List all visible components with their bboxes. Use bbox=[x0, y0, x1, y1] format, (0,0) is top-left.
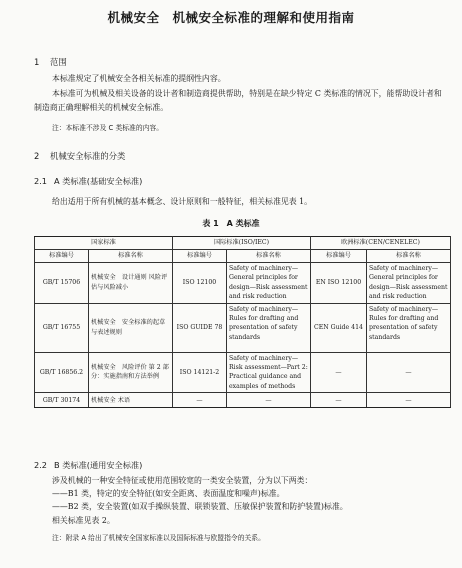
section-number: 2 bbox=[34, 151, 40, 161]
class-b-note: 注：附录 A 给出了机械安全国家标准以及国际标准与欧盟指令的关系。 bbox=[52, 534, 265, 542]
table-row bbox=[35, 263, 451, 304]
en-name-cell: — bbox=[367, 352, 451, 393]
iso-name-cell: Safety of machinery—Risk assessment—Part 2: Practical guidance and examples of methods bbox=[227, 352, 311, 393]
section-title: 范围 bbox=[50, 57, 67, 67]
section-2-heading bbox=[34, 150, 125, 162]
iso-name-cell: Safety of machinery—Rules for drafting and presentation of safety standards bbox=[227, 303, 311, 352]
scope-paragraph-2: 本标准可为机械及相关设备的设计者和制造商提供帮助，特别是在缺少特定 C 类标准的情况下，能帮助设计者和制造商正确理解相关的机械安全标准。 bbox=[34, 89, 442, 112]
table-row bbox=[35, 352, 451, 393]
col-header-gb-number: 标准编号 bbox=[35, 250, 89, 263]
class-b1-item: ——B1 类，特定的安全特征(如安全距离、表面温度和噪声)标准。 bbox=[52, 489, 285, 498]
en-name-cell: Safety of machinery—Rules for drafting and presentation of safety standards bbox=[367, 303, 451, 352]
class-b2-item: ——B2 类，安全装置(如双手操纵装置、联锁装置、压敏保护装置和防护装置)标准。 bbox=[52, 502, 348, 511]
iso-number-cell: — bbox=[173, 393, 227, 408]
col-header-en-number: 标准编号 bbox=[311, 250, 367, 263]
group-header-national: 国家标准 bbox=[35, 237, 173, 250]
iso-name-cell: Safety of machinery—General principles for design—Risk assessment and risk reduction bbox=[227, 263, 311, 304]
en-name-cell: — bbox=[367, 393, 451, 408]
iso-number-cell: ISO 14121-2 bbox=[173, 352, 227, 393]
col-header-iso-number: 标准编号 bbox=[173, 250, 227, 263]
gb-number-cell: GB/T 15706 bbox=[35, 263, 89, 304]
iso-number-cell: ISO GUIDE 78 bbox=[173, 303, 227, 352]
table-row bbox=[35, 303, 451, 352]
section-title: A 类标准(基础安全标准) bbox=[54, 176, 143, 186]
gb-name-cell: 机械安全 设计通则 风险评估与风险减小 bbox=[89, 263, 173, 304]
section-number: 2.1 bbox=[34, 176, 48, 186]
iso-number-cell: ISO 12100 bbox=[173, 263, 227, 304]
table-row bbox=[35, 393, 451, 408]
col-header-en-name: 标准名称 bbox=[367, 250, 451, 263]
en-number-cell: CEN Guide 414 bbox=[311, 303, 367, 352]
en-number-cell: EN ISO 12100 bbox=[311, 263, 367, 304]
gb-number-cell: GB/T 30174 bbox=[35, 393, 89, 408]
gb-number-cell: GB/T 16856.2 bbox=[35, 352, 89, 393]
en-name-cell: Safety of machinery—General principles for design—Risk assessment and risk reduction bbox=[367, 263, 451, 304]
section-title: 机械安全标准的分类 bbox=[50, 151, 126, 161]
gb-name-cell: 机械安全 风险评价 第 2 部分：实施指南和方法举例 bbox=[89, 352, 173, 393]
class-a-paragraph: 给出适用于所有机械的基本概念、设计原则和一般特征，相关标准见表 1。 bbox=[52, 197, 313, 206]
en-number-cell: — bbox=[311, 352, 367, 393]
en-number-cell: — bbox=[311, 393, 367, 408]
class-b-table-reference: 相关标准见表 2。 bbox=[52, 516, 115, 525]
gb-name-cell: 机械安全 术语 bbox=[89, 393, 173, 408]
section-number: 2.2 bbox=[34, 460, 48, 470]
col-header-iso-name: 标准名称 bbox=[227, 250, 311, 263]
col-header-gb-name: 标准名称 bbox=[89, 250, 173, 263]
gb-name-cell: 机械安全 安全标准的起草与表述规则 bbox=[89, 303, 173, 352]
section-number: 1 bbox=[34, 57, 40, 67]
group-header-european: 欧洲标准(CEN/CENELEC) bbox=[311, 237, 451, 250]
gb-number-cell: GB/T 16755 bbox=[35, 303, 89, 352]
iso-name-cell: — bbox=[227, 393, 311, 408]
section-2-2-heading bbox=[34, 460, 142, 471]
section-1-heading bbox=[34, 56, 67, 68]
class-b-paragraph: 涉及机械的一种安全特征或使用范围较宽的一类安全装置，分为以下两类： bbox=[52, 476, 313, 485]
section-2-1-heading bbox=[34, 176, 142, 187]
document-title: 机械安全 机械安全标准的理解和使用指南 bbox=[107, 10, 355, 25]
scope-note: 注：本标准不涉及 C 类标准的内容。 bbox=[52, 124, 164, 132]
table-1-caption: 表 1 A 类标准 bbox=[202, 219, 260, 228]
section-title: B 类标准(通用安全标准) bbox=[54, 460, 143, 470]
table-1 bbox=[34, 236, 451, 408]
group-header-international: 国际标准(ISO/IEC) bbox=[173, 237, 311, 250]
scope-paragraph-1: 本标准规定了机械安全各相关标准的提纲性内容。 bbox=[52, 74, 226, 83]
